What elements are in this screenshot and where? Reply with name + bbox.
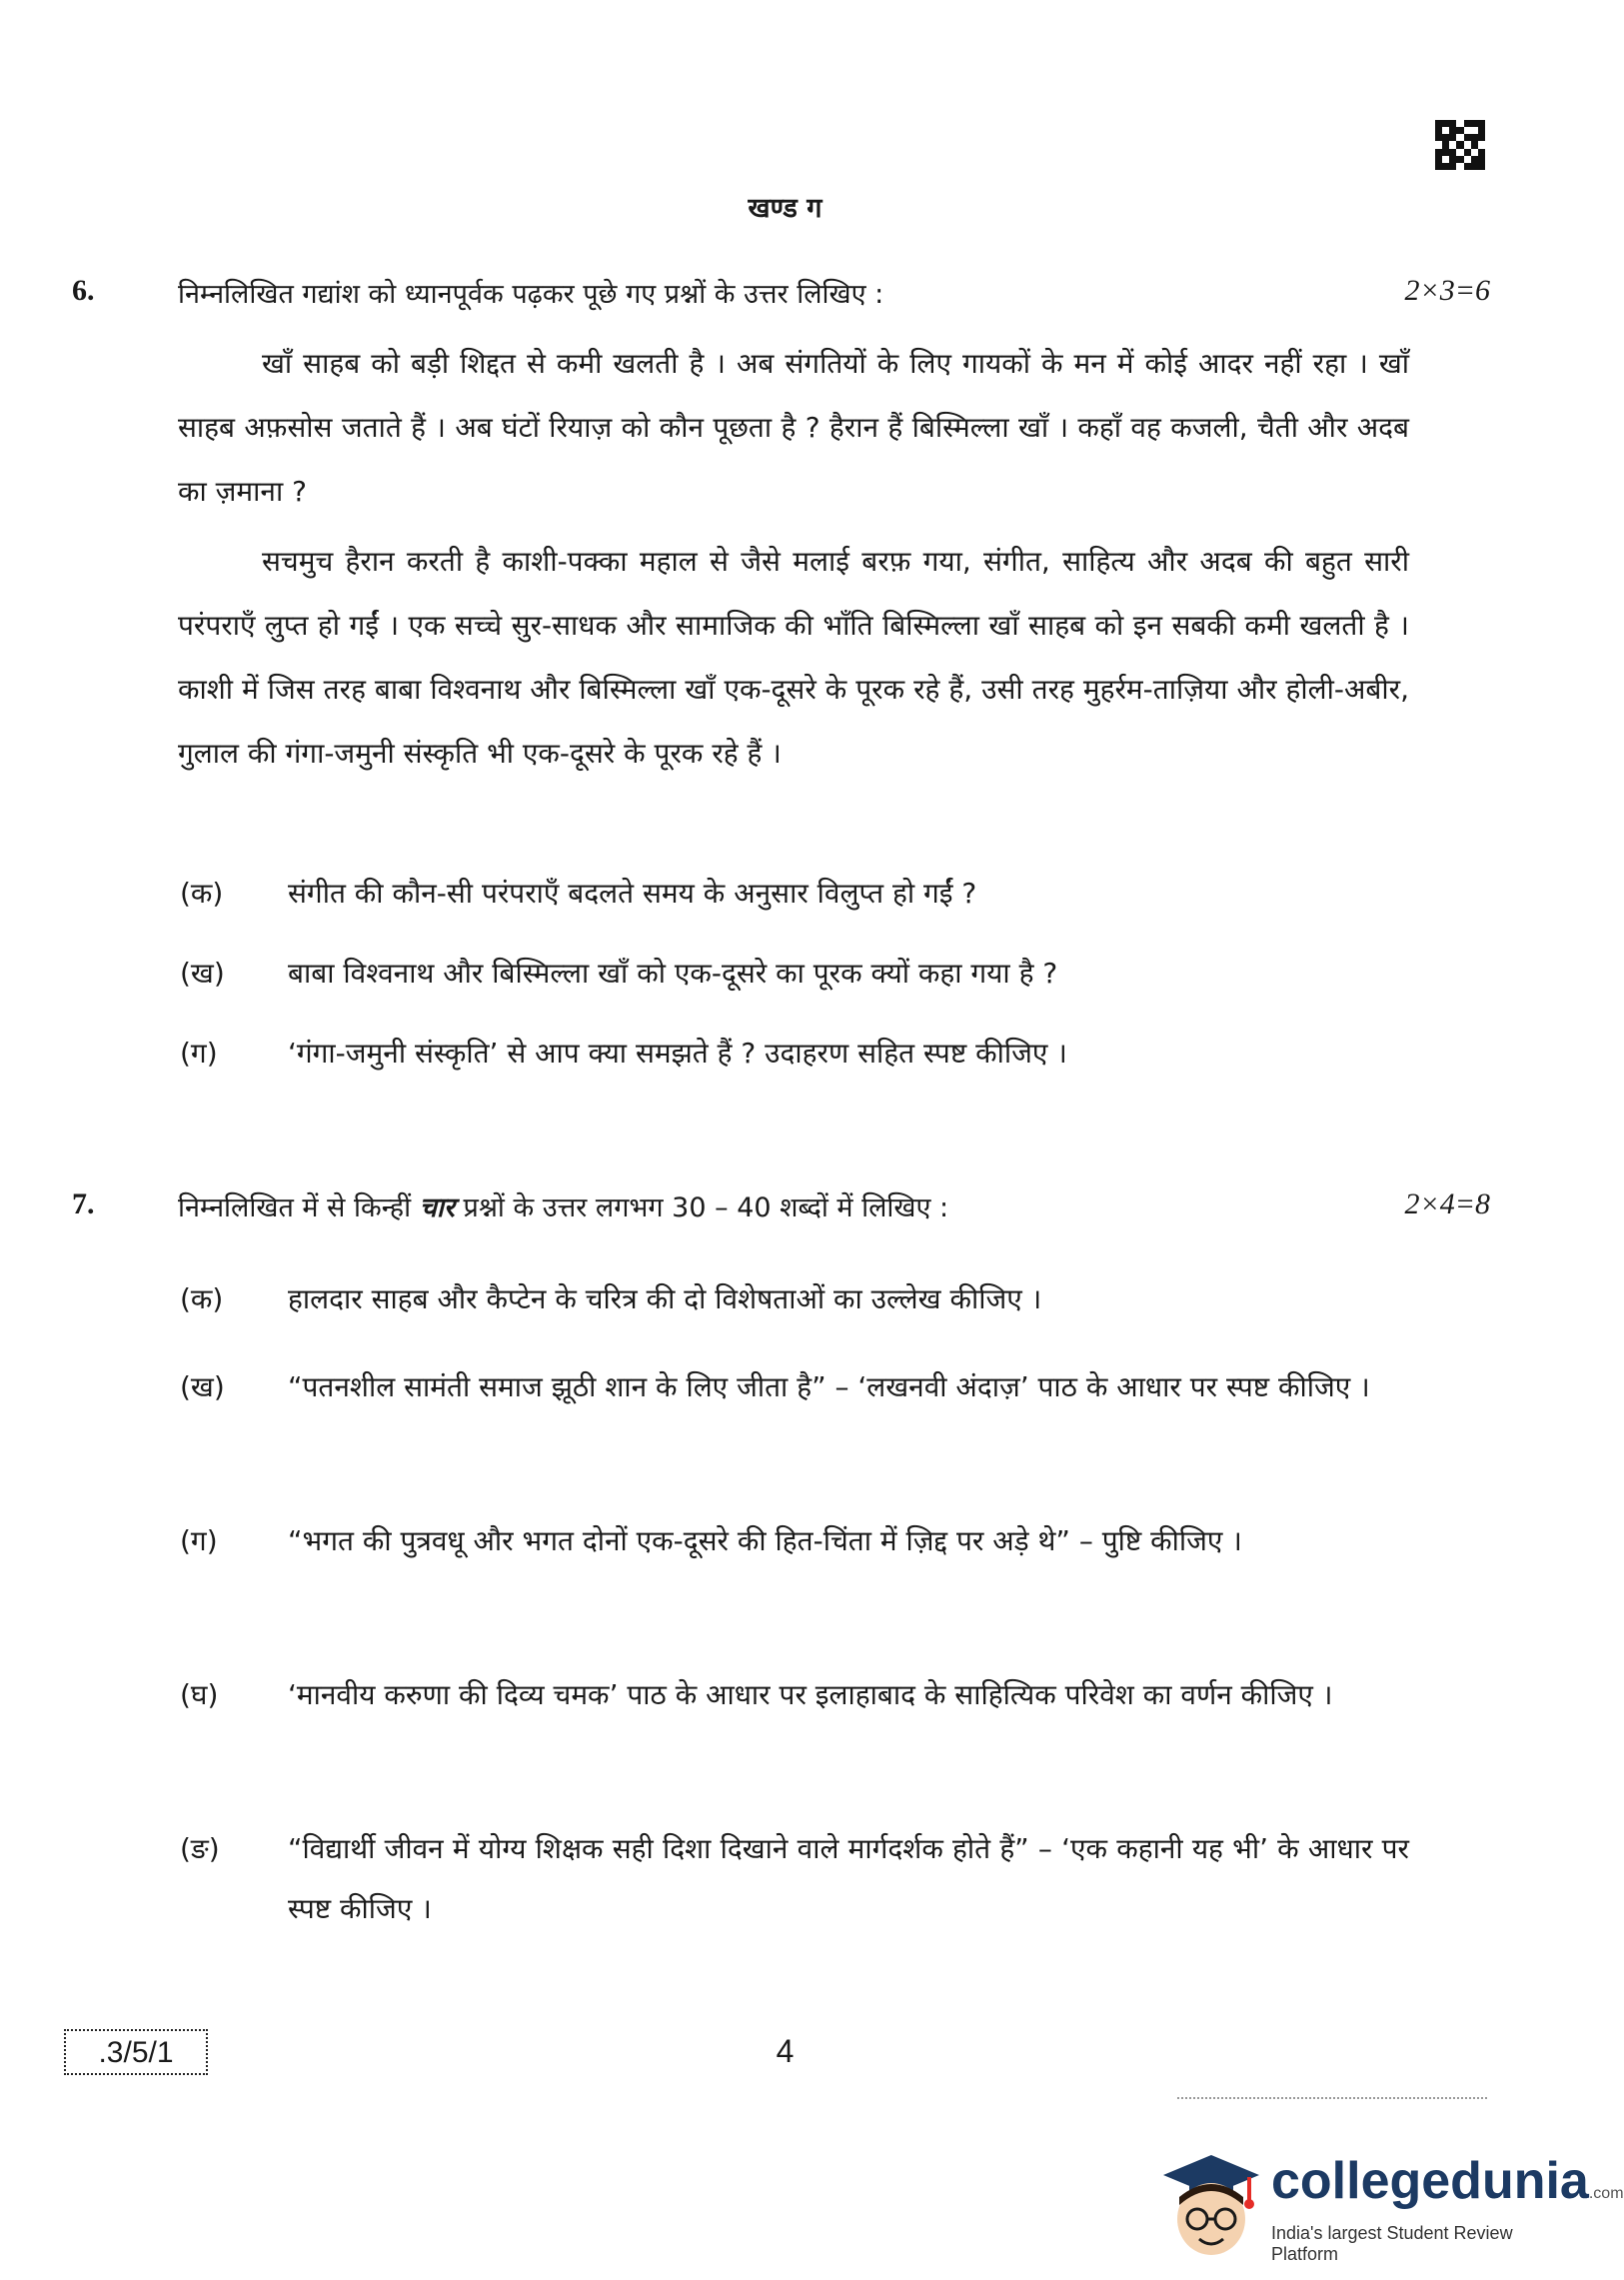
sub-text: “पतनशील सामंती समाज झूठी शान के लिए जीता है” – ‘लखनवी अंदाज़’ पाठ के आधार पर स्पष्ट कीजिए । (288, 1370, 1370, 1403)
logo-suffix: .com (1588, 2185, 1624, 2202)
sub-label: (ख) (180, 957, 225, 990)
logo-wordmark (1271, 2151, 1624, 2211)
sub-label: (ग) (180, 1524, 218, 1557)
question-6-instruction: निम्नलिखित गद्यांश को ध्यानपूर्वक पढ़कर पूछे गए प्रश्नों के उत्तर लिखिए : (178, 279, 884, 310)
sub-label: (ङ) (180, 1832, 220, 1865)
logo-tagline: India's largest Student Review Platform (1271, 2223, 1513, 2264)
passage-paragraph-2: सचमुच हैरान करती है काशी-पक्का महाल से जैसे मलाई बरफ़ गया, संगीत, साहित्य और अदब की बहुत सारी परंपराएँ लुप्त हो गईं । एक सच्चे सुर-साधक और सामाजिक की भाँति बिस्मिल्ला खाँ साहब को इन सबकी कमी खलती है । काशी में जिस तरह बाबा विश्वनाथ और बिस्मिल्ला खाँ एक-दूसरे के पूरक रहे हैं, उसी तरह मुहर्रम-ताज़िया और होली-अबीर, गुलाल की गंगा-जमुनी संस्कृति भी एक-दूसरे के पूरक रहे हैं । (178, 545, 1409, 770)
instruction-post: प्रश्नों के उत्तर लगभग 30 – 40 शब्दों में लिखिए : (463, 1192, 949, 1223)
sub-text: संगीत की कौन-सी परंपराएँ बदलते समय के अनुसार विलुप्त हो गईं ? (288, 877, 977, 910)
footer-divider (1177, 2097, 1487, 2102)
page-number: 4 (776, 2033, 795, 2069)
instruction-emphasis: चार (419, 1192, 455, 1223)
sub-label: (क) (180, 1282, 224, 1315)
sub-text: हालदार साहब और कैप्टेन के चरित्र की दो विशेषताओं का उल्लेख कीजिए । (288, 1282, 1042, 1315)
paper-code: .3/5/1 (64, 2029, 208, 2075)
question-7-marks: 2×4=8 (1404, 1187, 1490, 1220)
passage-paragraph-1: खाँ साहब को बड़ी शिद्दत से कमी खलती है । अब संगतियों के लिए गायकों के मन में कोई आदर नहीं रहा । खाँ साहब अफ़सोस जताते हैं । अब घंटों रियाज़ को कौन पूछता है ? हैरान हैं बिस्मिल्ला खाँ । कहाँ वह कजली, चैती और अदब का ज़माना ? (178, 347, 1409, 508)
qr-code-icon (1435, 120, 1485, 170)
sub-text: “भगत की पुत्रवधू और भगत दोनों एक-दूसरे की हित-चिंता में ज़िद्द पर अड़े थे” – पुष्टि कीजिए । (288, 1524, 1242, 1557)
section-title: खण्ड ग (748, 193, 822, 224)
question-7-instruction (178, 1187, 948, 1224)
sub-label: (क) (180, 877, 224, 910)
question-6-marks: 2×3=6 (1404, 274, 1490, 307)
sub-text: ‘गंगा-जमुनी संस्कृति’ से आप क्या समझते हैं ? उदाहरण सहित स्पष्ट कीजिए । (288, 1037, 1067, 1070)
sub-label: (ग) (180, 1037, 218, 1070)
question-6-number: 6. (72, 274, 95, 307)
sub-text: “विद्यार्थी जीवन में योग्य शिक्षक सही दिशा दिखाने वाले मार्गदर्शक होते हैं” – ‘एक कहानी यह भी’ के आधार पर स्पष्ट कीजिए । (288, 1832, 1409, 1925)
collegedunia-logo (1159, 2149, 1624, 2264)
logo-name: collegedunia (1271, 2152, 1589, 2210)
sub-label: (ख) (180, 1370, 225, 1403)
sub-text: ‘मानवीय करुणा की दिव्य चमक’ पाठ के आधार पर इलाहाबाद के साहित्यिक परिवेश का वर्णन कीजिए । (288, 1678, 1333, 1711)
instruction-pre: निम्नलिखित में से किन्हीं (178, 1192, 412, 1223)
sub-label: (घ) (180, 1678, 219, 1711)
sub-text: बाबा विश्वनाथ और बिस्मिल्ला खाँ को एक-दूसरे का पूरक क्यों कहा गया है ? (288, 957, 1058, 990)
student-mascot-icon (1159, 2149, 1263, 2267)
question-7-number: 7. (72, 1187, 95, 1220)
